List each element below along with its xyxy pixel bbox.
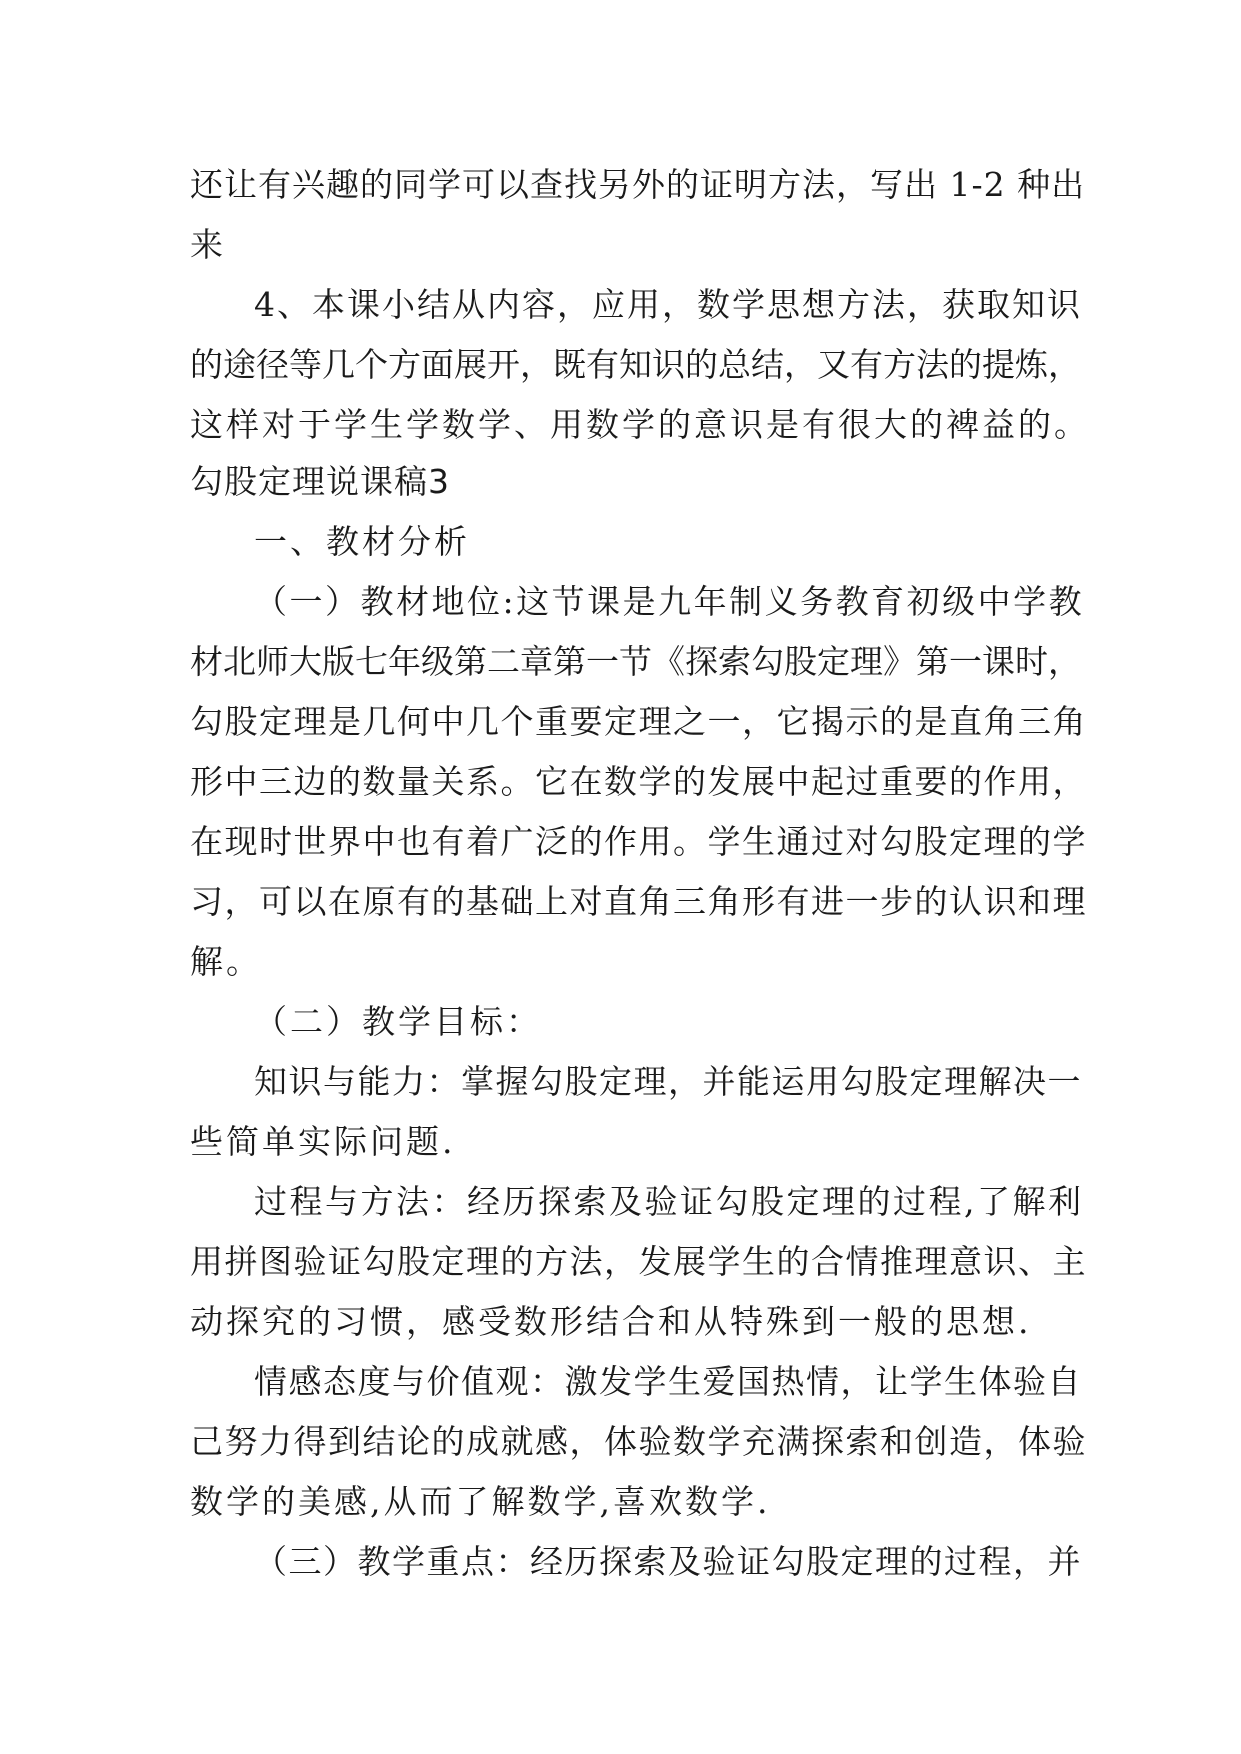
paragraph-line: 来 [190, 225, 226, 264]
subsection-heading: 一、教材分析 [254, 522, 470, 561]
paragraph-line: 的途径等几个方面展开，既有知识的总结，又有方法的提炼， [190, 345, 1081, 384]
paragraph-line: 还让有兴趣的同学可以查找另外的证明方法，写出 1-2 种出 [190, 165, 1086, 204]
paragraph-line: 解。 [190, 942, 262, 981]
paragraph-line: 在现时世界中也有着广泛的作用。学生通过对勾股定理的学 [190, 822, 1087, 861]
paragraph-line: 形中三边的数量关系。它在数学的发展中起过重要的作用， [190, 762, 1087, 801]
paragraph-line: 己努力得到结论的成就感，体验数学充满探索和创造，体验 [190, 1422, 1087, 1461]
paragraph-line: 情感态度与价值观：激发学生爱国热情，让学生体验自 [254, 1362, 1082, 1401]
paragraph-line: 些简单实际问题. [190, 1122, 456, 1161]
paragraph-line: 勾股定理是几何中几个重要定理之一，它揭示的是直角三角 [190, 702, 1087, 741]
paragraph-line: 用拼图验证勾股定理的方法，发展学生的合情推理意识、主 [190, 1242, 1087, 1281]
paragraph-line: 材北师大版七年级第二章第一节《探索勾股定理》第一课时， [190, 642, 1081, 681]
paragraph-line: 过程与方法：经历探索及验证勾股定理的过程,了解利 [254, 1182, 1084, 1221]
paragraph-line: 数学的美感,从而了解数学,喜欢数学. [190, 1482, 771, 1521]
paragraph-line: 动探究的习惯，感受数形结合和从特殊到一般的思想. [190, 1302, 1032, 1341]
section-heading: 勾股定理说课稿3 [190, 462, 450, 501]
paragraph-line: 习，可以在原有的基础上对直角三角形有进一步的认识和理 [190, 882, 1087, 921]
paragraph-line: 4、本课小结从内容，应用，数学思想方法，获取知识 [254, 285, 1082, 324]
paragraph-line: （一）教材地位:这节课是九年制义务教育初级中学教 [254, 582, 1085, 621]
paragraph-line: （三）教学重点：经历探索及验证勾股定理的过程，并 [254, 1542, 1082, 1581]
subsection-heading: （二）教学目标： [254, 1002, 542, 1041]
paragraph-line: 知识与能力：掌握勾股定理，并能运用勾股定理解决一 [254, 1062, 1082, 1101]
paragraph-line: 这样对于学生学数学、用数学的意识是有很大的裨益的。 [190, 405, 1090, 444]
